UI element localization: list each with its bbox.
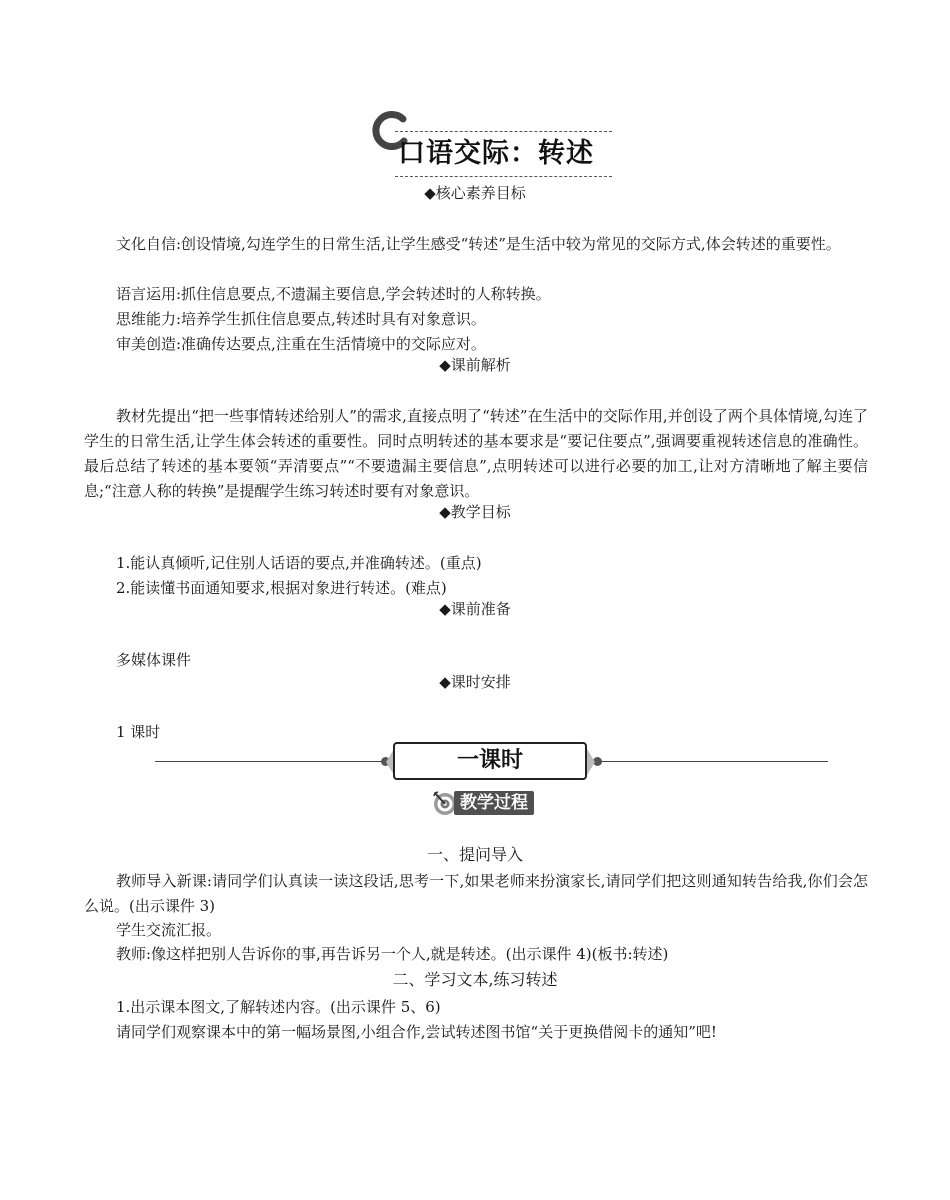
part1-line: 学生交流汇报。 — [116, 921, 222, 939]
title-bottom-rule — [395, 176, 612, 177]
goals-paragraph: 文化自信:创设情境,勾连学生的日常生活,让学生感受“转述”是生活中较为常见的交际方式,体会转述的重要性。 — [116, 235, 841, 253]
part2-heading: 二、学习文本,练习转述 — [392, 970, 558, 989]
banner-right-rule — [598, 761, 828, 762]
page-title: 口语交际：转述 — [398, 138, 594, 169]
section-heading-goals: ◆核心素养目标 — [424, 184, 526, 202]
schedule-text: 1 课时 — [116, 723, 161, 741]
teaching-goal-item: 2.能读懂书面通知要求,根据对象进行转述。(难点) — [116, 579, 447, 597]
section-heading-preparation: ◆课前准备 — [439, 600, 511, 618]
preparation-text: 多媒体课件 — [116, 651, 192, 669]
part2-line: 1.出示课本图文,了解转述内容。(出示课件 5、6) — [116, 998, 441, 1016]
section-heading-schedule: ◆课时安排 — [439, 673, 511, 691]
title-top-rule — [395, 131, 612, 132]
banner-left-rule — [155, 761, 383, 762]
lesson-banner: 一课时 — [393, 742, 587, 780]
part1-heading: 一、提问导入 — [426, 845, 523, 864]
analysis-paragraph: 教材先提出“把一些事情转述给别人”的需求,直接点明了“转述”在生活中的交际作用,并创设了两个具体情境,勾连了学生的日常生活,让学生体会转述的重要性。同时点明转述的基本要求是“要记住要点”,强调要重视转述信息的准确性。最后总结了转述的基本要领“弄清要点”“不要遗漏主要信息”,点明转述可以进行必要的加工,让对方清晰地了解主要信息;“注意人称的转换”是提醒学生练习转述时要有对象意识。 — [84, 407, 868, 500]
teaching-process-badge — [432, 790, 534, 816]
goals-paragraph: 语言运用:抓住信息要点,不遗漏主要信息,学会转述时的人称转换。 — [116, 285, 551, 303]
section-heading-analysis: ◆课前解析 — [439, 356, 511, 374]
teaching-process-label: 教学过程 — [454, 791, 534, 815]
section-heading-teaching-goals: ◆教学目标 — [439, 503, 511, 521]
teaching-goal-item: 1.能认真倾听,记住别人话语的要点,并准确转述。(重点) — [116, 554, 482, 572]
goals-paragraph: 思维能力:培养学生抓住信息要点,转述时具有对象意识。 — [116, 310, 486, 328]
goals-paragraph: 审美创造:准确传达要点,注重在生活情境中的交际应对。 — [116, 335, 486, 353]
part2-line: 请同学们观察课本中的第一幅场景图,小组合作,尝试转述图书馆“关于更换借阅卡的通知”吧! — [116, 1023, 717, 1041]
banner-right-wing — [587, 749, 595, 775]
part1-line: 教师:像这样把别人告诉你的事,再告诉另一个人,就是转述。(出示课件 4)(板书:转述) — [116, 945, 669, 963]
part1-paragraph: 教师导入新课:请同学们认真读一读这段话,思考一下,如果老师来扮演家长,请同学们把这则通知转告给我,你们会怎么说。(出示课件 3) — [84, 872, 868, 915]
